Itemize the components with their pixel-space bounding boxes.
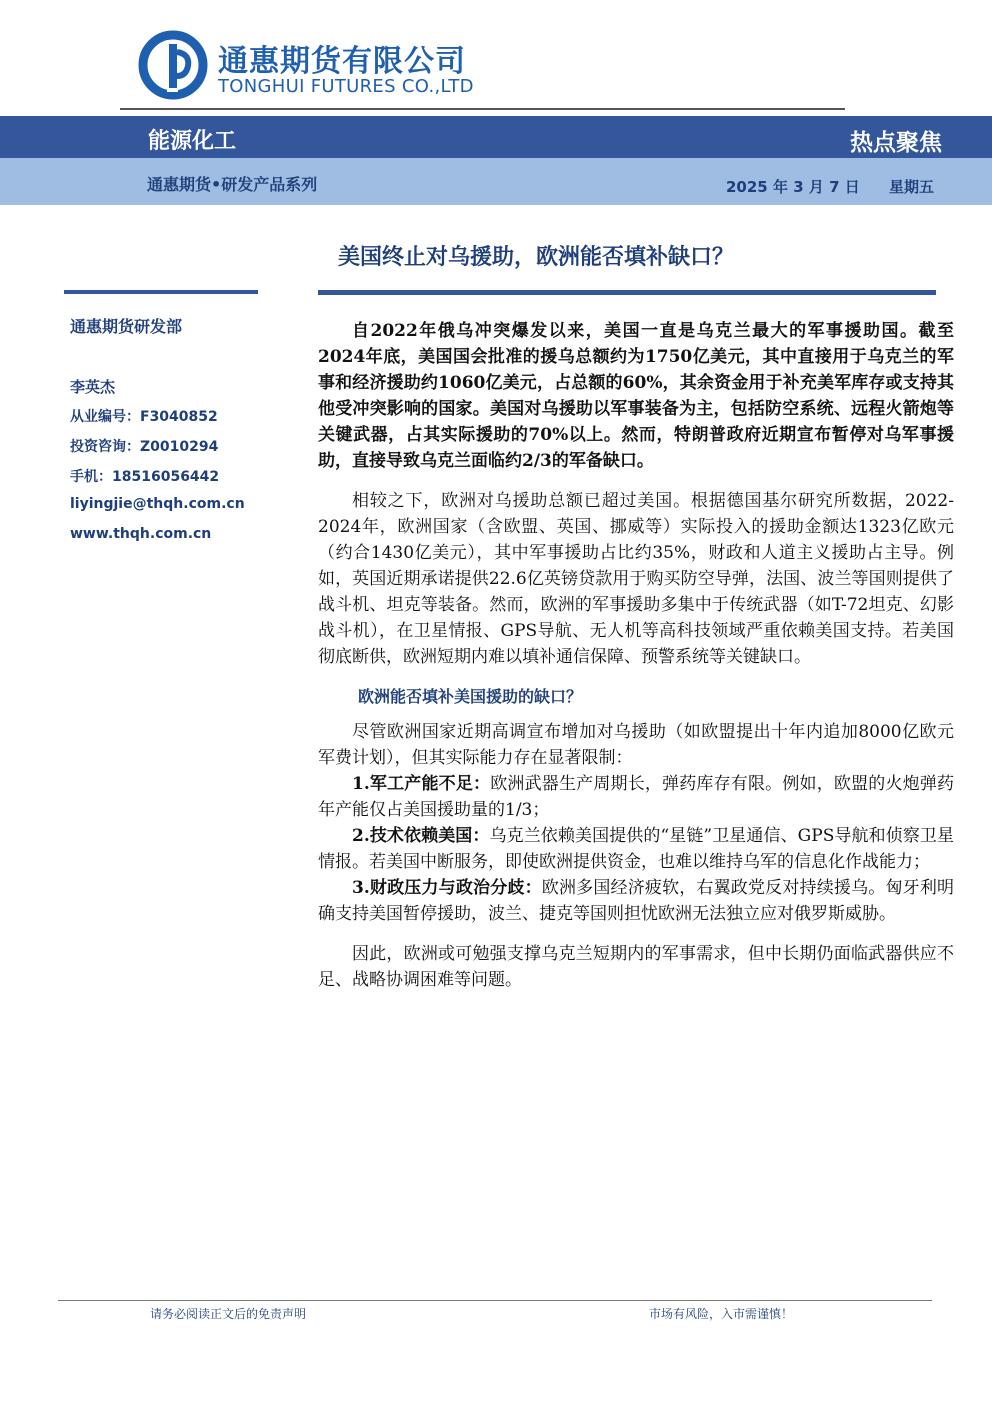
list-item-3 [318,875,954,927]
license-label: 从业编号： [70,409,140,425]
license-value: F3040852 [140,409,218,425]
report-weekday: 星期五 [889,178,935,196]
company-name-en: TONGHUI FUTURES CO.,LTD [218,76,474,97]
series-label: 通惠期货•研发产品系列 [147,175,318,194]
consult-label: 投资咨询： [70,439,140,455]
list-item-1 [318,771,954,823]
paragraph-3: 尽管欧洲国家近期高调宣布增加对乌援助（如欧盟提出十年内追加8000亿欧元军费计划），但其实际能力存在显著限制： [318,722,954,768]
consult-number [70,436,218,456]
list-item-1-text: 欧洲武器生产周期长，弹药库存有限。例如，欧盟的火炮弹药年产能仅占美国援助量的1/3； [318,774,954,820]
website-link[interactable]: www.thqh.com.cn [70,526,212,542]
list-item-3-label: 3.财政压力与政治分歧： [352,878,542,898]
consult-value: Z0010294 [140,439,219,455]
header-divider [120,108,845,110]
list-item-2-label: 2.技术依赖美国： [352,826,490,846]
title-rule [318,290,936,295]
list-item-2 [318,823,954,875]
company-name-cn: 通惠期货有限公司 [218,44,466,79]
disclaimer-note: 请务必阅读正文后的免责声明 [150,1307,307,1321]
phone [70,466,219,486]
license-number [70,406,218,426]
author-name: 李英杰 [70,378,116,396]
paragraph-2: 相较之下，欧洲对乌援助总额已超过美国。根据德国基尔研究所数据，2022-2024年，欧洲国家（含欧盟、英国、挪威等）实际投入的援助金额达1323亿欧元（约合1430亿美元），其中军事援助占比约35%，财政和人道主义援助占主导。例如，英国近期承诺提供22.6亿英镑贷款用于购买防空导弹，法国、波兰等国则提供了战斗机、坦克等装备。然而，欧洲的军事援助多集中于传统武器（如T-72坦克、幻影战斗机），在卫星情报、GPS导航、无人机等高科技领域严重依赖美国支持。若美国彻底断供，欧洲短期内难以填补通信保障、预警系统等关键缺口。 [318,491,954,667]
list-item-1-label: 1.军工产能不足： [352,774,491,794]
report-date: 2025 年 3 月 7 日 [726,178,860,196]
paragraph-1: 自2022年俄乌冲突爆发以来，美国一直是乌克兰最大的军事援助国。截至2024年底，美国国会批准的援乌总额约为1750亿美元，其中直接用于乌克兰的军事和经济援助约1060亿美元，占总额的60%，其余资金用于补充美军库存或支持其他受冲突影响的国家。美国对乌援助以军事装备为主，包括防空系统、远程火箭炮等关键武器，占其实际援助的70%以上。然而，特朗普政府近期宣布暂停对乌军事援助，直接导致乌克兰面临约2/3的军备缺口。 [318,321,954,471]
phone-value: 18516056442 [112,469,220,485]
sector-label: 能源化工 [148,129,237,154]
hotspot-label: 热点聚焦 [850,130,942,156]
article-body [318,318,954,1007]
email-link[interactable]: liyingjie@thqh.com.cn [70,496,245,512]
department: 通惠期货研发部 [70,317,183,336]
footer-divider [58,1300,932,1301]
list-item-2-text: 乌克兰依赖美国提供的“星链”卫星通信、GPS导航和侦察卫星情报。若美国中断服务，即使欧洲提供资金，也难以维持乌军的信息化作战能力； [318,826,955,872]
phone-label: 手机： [70,469,112,485]
section-subtitle: 欧洲能否填补美国援助的缺口？ [358,687,583,706]
page-title: 美国终止对乌援助，欧洲能否填补缺口？ [338,245,735,270]
sidebar-rule [64,290,258,294]
risk-warning: 市场有风险，入市需谨慎！ [649,1307,794,1321]
list-item-3-text: 欧洲多国经济疲软，右翼政党反对持续援乌。匈牙利明确支持美国暂停援助，波兰、捷克等国则担忧欧洲无法独立应对俄罗斯威胁。 [318,878,955,924]
company-logo [138,30,208,100]
paragraph-4: 因此，欧洲或可勉强支撑乌克兰短期内的军事需求，但中长期仍面临武器供应不足、战略协调困难等问题。 [318,944,954,990]
